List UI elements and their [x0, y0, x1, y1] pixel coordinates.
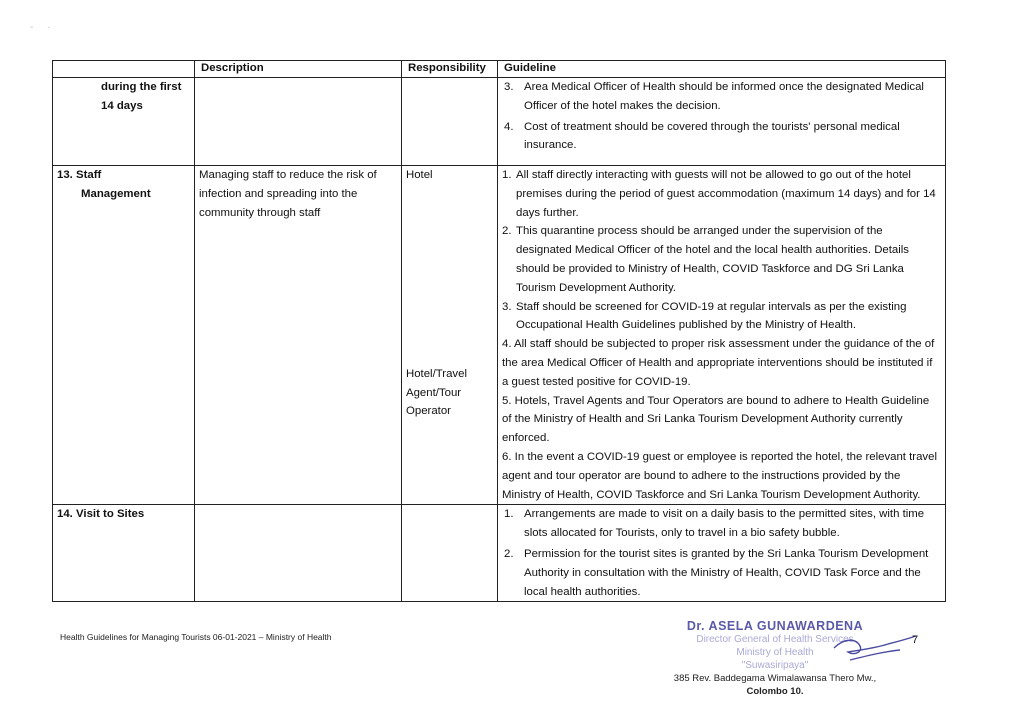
- item-number: 3.: [504, 81, 514, 93]
- guideline-item: [502, 118, 941, 156]
- scan-mark: - ·: [30, 22, 51, 33]
- item-number: 6.: [502, 450, 512, 463]
- table-row: [53, 166, 946, 505]
- item-text: Area Medical Officer of Health should be informed once the designated Medical Officer of the hotel makes the decision.: [524, 81, 924, 112]
- guideline-item: [502, 78, 941, 116]
- item-text: Staff should be screened for COVID-19 at regular intervals as per the existing Occupational Health Guidelines published by the Ministry of Health.: [516, 300, 907, 332]
- responsibility-text: Hotel/Travel Agent/Tour Operator: [406, 367, 467, 418]
- guideline-item: [502, 298, 941, 336]
- page-number: 7: [912, 634, 919, 646]
- section-title: Visit to Sites: [76, 508, 145, 521]
- table-header-row: [53, 61, 946, 78]
- item-number: 3.: [502, 300, 512, 313]
- signature-icon: [830, 634, 920, 668]
- stamp-building: "Suwasiripaya": [741, 660, 809, 671]
- guideline-item: [502, 166, 941, 222]
- section-cell: [53, 166, 195, 505]
- table-row: [53, 505, 946, 602]
- header-guideline: Guideline: [498, 61, 946, 78]
- responsibility-cell: [402, 505, 498, 602]
- item-text: Permission for the tourist sites is granted by the Sri Lanka Tourism Development Authority in consultation with the Ministry of Health, COVID Task Force and the local health authorities.: [524, 547, 929, 598]
- guideline-item: [502, 545, 941, 601]
- item-number: 4.: [502, 338, 512, 351]
- stamp-title: Director General of Health Services: [696, 634, 854, 645]
- section-title-line: [57, 505, 190, 524]
- guideline-item: [502, 222, 941, 297]
- responsibility-cell: [402, 78, 498, 166]
- guideline-cell: [498, 166, 946, 505]
- section-title-line: [57, 166, 190, 185]
- guideline-item: [502, 505, 941, 543]
- description-cell: [195, 78, 402, 166]
- item-number: 2.: [502, 225, 512, 238]
- guideline-item: [502, 335, 941, 391]
- item-text: Arrangements are made to visit on a daily basis to the permitted sites, with time slots allocated for Tourists, only to travel in a bio safety bubble.: [524, 508, 925, 540]
- section-title-line: Management: [81, 187, 151, 200]
- section-number: 14.: [57, 508, 73, 521]
- section-cell: [53, 505, 195, 602]
- header-section: [53, 61, 195, 78]
- item-text: This quarantine process should be arranged under the supervision of the designated Medical Officer of the hotel and the local health authorities. Details should be provided to Ministry of Health, COVID Taskforce and DG Sri Lanka Tourism Development Authority.: [516, 225, 910, 294]
- stamp-ministry: Ministry of Health: [736, 647, 814, 658]
- item-number: 5.: [502, 394, 512, 407]
- guideline-cell: [498, 505, 946, 602]
- guideline-cell: [498, 78, 946, 166]
- header-description: Description: [195, 61, 402, 78]
- item-text: All staff should be subjected to proper risk assessment under the guidance of the of the area Medical Officer of Health and appropriate interventions should be instituted if a guest tested positive for COVID-19.: [502, 338, 935, 388]
- item-number: 2.: [504, 547, 514, 560]
- item-number: 1.: [502, 169, 512, 181]
- section-title: Staff: [76, 169, 102, 181]
- section-title-line: 14 days: [101, 99, 143, 112]
- stamp-address: 385 Rev. Baddegama Wimalawansa Thero Mw.,: [673, 673, 877, 684]
- responsibility-text: Hotel: [406, 169, 433, 181]
- section-title-line: during the first: [101, 81, 182, 93]
- guideline-item: [502, 448, 941, 504]
- item-text: In the event a COVID-19 guest or employee is reported the hotel, the relevant travel agent and tour operator are bound to adhere to the instructions provided by the Ministry of Health, COVID Taskforce and Sri Lanka Tourism Development Authority.: [502, 450, 937, 501]
- header-responsibility: Responsibility: [402, 61, 498, 78]
- guideline-table: [52, 60, 946, 602]
- responsibility-cell: [402, 166, 498, 505]
- item-text: All staff directly interacting with guests will not be allowed to go out of the hotel premises during the period of guest accommodation (maximum 14 days) and for 14 days further.: [516, 169, 936, 219]
- guideline-item: [502, 392, 941, 448]
- description-cell: [195, 505, 402, 602]
- section-cell: [53, 78, 195, 166]
- stamp-name: Dr. ASELA GUNAWARDENA: [686, 619, 864, 633]
- item-text: Cost of treatment should be covered through the tourists' personal medical insurance.: [524, 120, 900, 152]
- stamp-city: Colombo 10.: [746, 686, 804, 697]
- table-row: [53, 78, 946, 166]
- item-number: 4.: [504, 120, 514, 133]
- footer-document-title: Health Guidelines for Managing Tourists 06-01-2021 – Ministry of Health: [60, 632, 332, 642]
- item-number: 1.: [504, 508, 514, 521]
- item-text: Hotels, Travel Agents and Tour Operators are bound to adhere to Health Guideline of the Ministry of Health and Sri Lanka Tourism Development Authority currently enforced.: [502, 394, 930, 445]
- description-cell: Managing staff to reduce the risk of infection and spreading into the community through staff: [195, 166, 402, 505]
- section-number: 13.: [57, 169, 73, 181]
